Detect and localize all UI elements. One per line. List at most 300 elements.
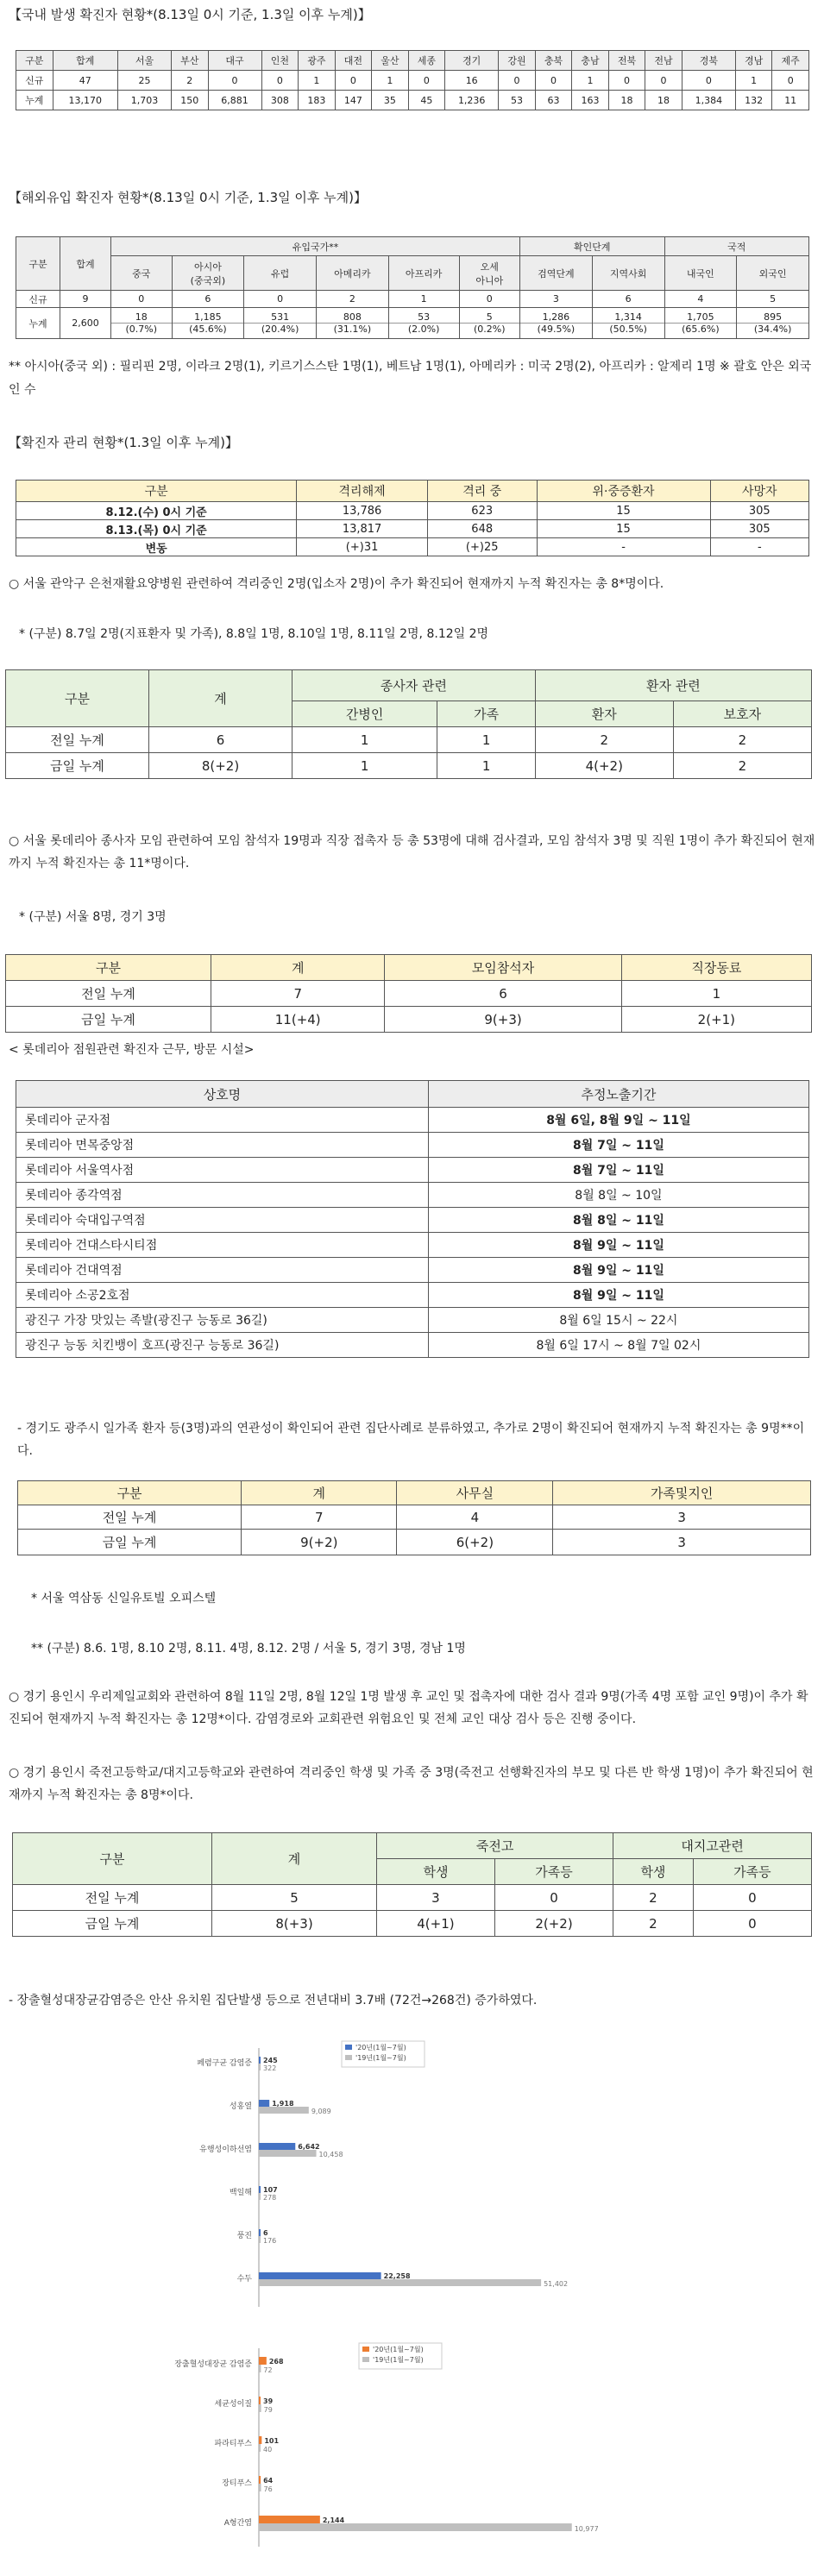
table-cell: 2	[673, 727, 811, 753]
table-cell: 11(+4)	[211, 1007, 385, 1033]
table-cell: 0	[608, 71, 645, 91]
table-cell: 0	[459, 291, 520, 308]
table-cell: 8.13.(목) 0시 기준	[16, 520, 297, 538]
exposure-period: 8월 9일 ~ 11일	[428, 1283, 808, 1308]
bar-2019	[259, 2484, 261, 2491]
cell-percent: (0.2%)	[460, 323, 520, 335]
bar-2019	[259, 2523, 572, 2531]
table-cell: 1	[292, 727, 437, 753]
table-cell: 9	[60, 291, 111, 308]
exposure-period: 8월 8일 ~ 11일	[428, 1208, 808, 1233]
data-label: 22,258	[383, 2272, 411, 2280]
table-cell: 4	[664, 291, 737, 308]
cell-percent: (34.4%)	[737, 323, 808, 335]
hospital-note: * (구분) 8.7일 2명(지표환자 및 가족), 8.8일 1명, 8.10일 1명, 8.11일 2명, 8.12일 2명	[19, 627, 489, 641]
table-cell: 0	[335, 71, 372, 91]
exposure-period: 8월 9일 ~ 11일	[428, 1233, 808, 1258]
bar-2020	[259, 2186, 261, 2193]
places-table	[16, 1080, 809, 1358]
table-cell: 16	[445, 71, 499, 91]
table-row	[16, 1233, 809, 1258]
data-label: 76	[263, 2485, 273, 2493]
cell-percent: (50.5%)	[593, 323, 664, 335]
table-row	[16, 1308, 809, 1333]
table-cell: 305	[710, 520, 808, 538]
table-cell: 1	[437, 753, 536, 779]
school-table	[12, 1832, 812, 1937]
table-cell: 15	[537, 520, 710, 538]
table-cell: 0	[645, 71, 682, 91]
data-label: 64	[263, 2477, 274, 2485]
exposure-period: 8월 7일 ~ 11일	[428, 1133, 808, 1158]
table-cell: 6	[149, 727, 292, 753]
header-cell: 격리해제	[297, 481, 428, 502]
table-cell	[592, 308, 664, 339]
header-cell: 가족	[437, 701, 536, 727]
table-row	[16, 1258, 809, 1283]
table-cell: 2(+1)	[621, 1007, 811, 1033]
header-cell: 광주	[299, 51, 336, 71]
bar-2020	[259, 2436, 261, 2444]
table-cell: 1,236	[445, 91, 499, 110]
cell-value: 895	[764, 311, 783, 323]
table-cell	[244, 308, 317, 339]
table-cell: 2	[613, 1911, 694, 1937]
header-cell: 아프리카	[388, 256, 459, 291]
header-cell: 대구	[208, 51, 261, 71]
table-cell: 13,786	[297, 502, 428, 520]
category-label: 세균성이질	[214, 2400, 252, 2409]
table-cell: 금일 누계	[6, 753, 149, 779]
bar-2020	[259, 2397, 261, 2404]
data-label: 268	[268, 2358, 284, 2366]
table-cell: 6(+2)	[397, 1530, 553, 1555]
lotteria-paragraph: ○ 서울 롯데리아 종사자 모임 관련하여 모임 참석자 19명과 직장 접촉자 등 총 53명에 대해 검사결과, 모임 참석자 3명 및 직원 1명이 추가 확진되어 현재까지 누적 확진자는 총 11*명이다.	[9, 834, 815, 870]
h-b: 대지고관련	[613, 1833, 812, 1859]
header-cell: 합계	[53, 51, 117, 71]
bar-2019	[259, 2444, 261, 2452]
table-row	[16, 1133, 809, 1158]
h-patient: 환자 관련	[535, 670, 811, 701]
table-cell	[459, 308, 520, 339]
header-cell: 구분	[16, 481, 297, 502]
place-name: 롯데리아 건대역점	[16, 1258, 429, 1283]
legend-swatch	[362, 2347, 369, 2352]
table-cell: 2(+2)	[494, 1911, 613, 1937]
table-row	[16, 1283, 809, 1308]
data-label: 322	[263, 2064, 277, 2072]
category-label: 페렴구균 감염증	[197, 2059, 252, 2068]
bar-2020	[259, 2272, 381, 2279]
gwangju-paragraph: - 경기도 광주시 일가족 환자 등(3명)과의 연관성이 확인되어 관련 집단사례로 분류하였고, 추가로 2명이 확진되어 현재까지 누적 확진자는 총 9명**이다.	[17, 1422, 805, 1458]
table-cell: 1,384	[682, 91, 735, 110]
bar-2019	[259, 2279, 541, 2286]
table-cell: 9(+2)	[242, 1530, 397, 1555]
header-cell: 부산	[172, 51, 209, 71]
row-label: 누계	[16, 308, 60, 339]
row-label: 신규	[16, 291, 60, 308]
table-cell	[737, 308, 809, 339]
legend-label: '19년(1월~7월)	[373, 2356, 424, 2364]
table-cell: 전일 누계	[6, 981, 211, 1007]
header-cell: 서울	[117, 51, 171, 71]
data-label: 6,642	[298, 2143, 320, 2151]
hospital-table	[5, 669, 812, 779]
place-name: 롯데리아 서울역사점	[16, 1158, 429, 1183]
legend-label: '19년(1월~7월)	[355, 2054, 406, 2062]
table-cell: 0	[772, 71, 809, 91]
header-cell: 중국	[111, 256, 173, 291]
table-cell: 18	[608, 91, 645, 110]
overseas-title: 【해외유입 확진자 현황*(8.13일 0시 기준, 1.3일 이후 누계)】	[9, 190, 367, 205]
table-cell: 8.12.(수) 0시 기준	[16, 502, 297, 520]
table-cell: 0	[208, 71, 261, 91]
table-cell: 0	[682, 71, 735, 91]
table-cell: 4(+2)	[535, 753, 673, 779]
header-cell: 전남	[645, 51, 682, 71]
table-cell	[111, 308, 173, 339]
table-cell: -	[537, 538, 710, 556]
table-cell: 1	[572, 71, 609, 91]
header-cell: 구분	[16, 51, 53, 71]
table-cell	[316, 308, 388, 339]
table-cell: 4	[397, 1505, 553, 1530]
header-cell: 위·중증환자	[537, 481, 710, 502]
table-cell: 47	[53, 71, 117, 91]
data-label: 2,144	[322, 2516, 345, 2524]
table-cell: 53	[499, 91, 536, 110]
table-cell: 6,881	[208, 91, 261, 110]
header-cell: 아시아 (중국외)	[172, 256, 244, 291]
table-cell: (+)25	[427, 538, 537, 556]
lotteria-caption: < 롯데리아 점원관련 확진자 근무, 방문 시설>	[9, 1043, 255, 1057]
cell-percent: (20.4%)	[244, 323, 316, 335]
table-cell: 45	[408, 91, 445, 110]
school-paragraph: ○ 경기 용인시 죽전고등학교/대지고등학교와 관련하여 격리중인 학생 및 가족 중 3명(죽전고 선행확진자의 부모 및 다른 반 학생 1명)이 추가 확진되어 현재까지 누적 확진자는 총 8명*이다.	[9, 1766, 814, 1802]
exposure-period: 8월 7일 ~ 11일	[428, 1158, 808, 1183]
table-cell: 3	[553, 1530, 811, 1555]
place-name: 롯데리아 군자점	[16, 1108, 429, 1133]
data-label: 278	[263, 2194, 277, 2202]
place-name: 롯데리아 소공2호점	[16, 1283, 429, 1308]
h-inflow: 유입국가**	[111, 237, 520, 256]
h-gubun: 구분	[16, 237, 60, 291]
legend-swatch	[345, 2045, 352, 2050]
table-cell: 1	[372, 71, 409, 91]
header-cell: 간병인	[292, 701, 437, 727]
header-cell: 추정노출기간	[428, 1081, 808, 1108]
table-cell	[664, 308, 737, 339]
cell-value: 18	[135, 311, 148, 323]
header-cell: 오세 아니아	[459, 256, 520, 291]
data-label: 51,402	[544, 2280, 569, 2288]
table-cell: 2	[613, 1885, 694, 1911]
header-cell: 격리 중	[427, 481, 537, 502]
header-cell: 학생	[613, 1859, 694, 1885]
bar-2019	[259, 2404, 261, 2412]
table-row	[16, 1108, 809, 1133]
cell-value: 53	[418, 311, 431, 323]
table-cell	[388, 308, 459, 339]
hospital-paragraph: ○ 서울 관악구 은천재활요양병원 관련하여 격리중인 2명(입소자 2명)이 추가 확진되어 현재까지 누적 확진자는 총 8*명이다.	[9, 577, 664, 591]
table-cell: 183	[299, 91, 336, 110]
category-label: 유행성이하선염	[199, 2146, 252, 2154]
header-cell: 지역사회	[592, 256, 664, 291]
management-title: 【확진자 관리 현황*(1.3일 이후 누계)】	[9, 435, 239, 450]
table-cell: 6	[592, 291, 664, 308]
cell-value: 808	[343, 311, 362, 323]
data-label: 176	[263, 2237, 277, 2245]
data-label: 79	[263, 2406, 273, 2414]
table-cell: 7	[242, 1505, 397, 1530]
place-name: 롯데리아 숙대입구역점	[16, 1208, 429, 1233]
header-cell: 직장동료	[621, 955, 811, 981]
category-label: A형간염	[223, 2519, 252, 2528]
table-cell: 신규	[16, 71, 53, 91]
table-cell: 147	[335, 91, 372, 110]
table-cell: -	[710, 538, 808, 556]
table-cell	[172, 308, 244, 339]
table-cell: 150	[172, 91, 209, 110]
table-cell: 1	[621, 981, 811, 1007]
table-cell: 전일 누계	[18, 1505, 242, 1530]
overseas-note: ** 아시아(중국 외) : 필리핀 2명, 이라크 2명(1), 키르기스스탄 1명(1), 베트남 1명(1), 아메리카 : 미국 2명(2), 아프리카 : 알제리 1명 ※ 괄호 안은 외국인 수	[9, 360, 812, 397]
header-cell: 내국인	[664, 256, 737, 291]
bar-2019	[259, 2064, 261, 2070]
office-note: * 서울 역삼동 신일유토빌 오피스텔	[31, 1592, 217, 1605]
place-name: 롯데리아 면목중앙점	[16, 1133, 429, 1158]
table-cell: 8(+2)	[149, 753, 292, 779]
table-cell: 0	[693, 1911, 811, 1937]
h-staff: 종사자 관련	[292, 670, 536, 701]
category-label: 백일해	[229, 2189, 252, 2197]
h-total: 계	[149, 670, 292, 727]
table-cell: 15	[537, 502, 710, 520]
table-cell: 18	[645, 91, 682, 110]
table-cell: 648	[427, 520, 537, 538]
bar-2019	[259, 2365, 261, 2372]
category-label: 풍진	[236, 2232, 252, 2240]
table-cell: 2	[172, 71, 209, 91]
table-cell: 623	[427, 502, 537, 520]
table-row	[16, 1183, 809, 1208]
header-cell: 아메리카	[316, 256, 388, 291]
table-cell: 63	[535, 91, 572, 110]
data-label: 6	[263, 2229, 268, 2237]
cell-percent: (49.5%)	[520, 323, 592, 335]
cell-value: 1,314	[614, 311, 642, 323]
table-cell: 2	[535, 727, 673, 753]
bar-2020	[259, 2057, 261, 2064]
cell-value: 5	[486, 311, 493, 323]
lotteria-note: * (구분) 서울 8명, 경기 3명	[19, 910, 167, 924]
legend-label: '20년(1월~7월)	[355, 2044, 406, 2051]
table-cell: 0	[111, 291, 173, 308]
header-cell: 검역단계	[520, 256, 593, 291]
header-cell: 전북	[608, 51, 645, 71]
table-cell	[520, 308, 593, 339]
header-cell: 경남	[735, 51, 772, 71]
h-gubun: 구분	[13, 1833, 212, 1885]
place-name: 롯데리아 건대스타시티점	[16, 1233, 429, 1258]
table-cell: 35	[372, 91, 409, 110]
table-cell: 3	[520, 291, 593, 308]
h-total: 합계	[60, 237, 111, 291]
h-a: 죽전고	[377, 1833, 613, 1859]
header-cell: 충북	[535, 51, 572, 71]
data-label: 10,977	[574, 2525, 599, 2533]
data-label: 245	[263, 2057, 278, 2064]
header-cell: 대전	[335, 51, 372, 71]
ehec-paragraph: - 장출혈성대장균감염증은 안산 유치원 집단발생 등으로 전년대비 3.7배 (72건→268건) 증가하였다.	[9, 1994, 538, 2007]
table-cell: 25	[117, 71, 171, 91]
table-cell: 11	[772, 91, 809, 110]
header-cell: 제주	[772, 51, 809, 71]
table-cell: 7	[211, 981, 385, 1007]
data-label: 107	[263, 2186, 278, 2194]
header-cell: 환자	[535, 701, 673, 727]
domestic-title: 【국내 발생 확진자 현황*(8.13일 0시 기준, 1.3일 이후 누계)】	[9, 7, 371, 22]
table-cell: 1	[735, 71, 772, 91]
header-cell: 구분	[6, 955, 211, 981]
category-label: 장출혈성대장균 감염증	[174, 2360, 252, 2369]
bar-2020	[259, 2476, 261, 2484]
header-cell: 모임참석자	[385, 955, 621, 981]
table-cell: 1	[388, 291, 459, 308]
table-cell: 금일 누계	[13, 1911, 212, 1937]
table-cell: 0	[244, 291, 317, 308]
data-label: 1,918	[272, 2100, 294, 2108]
vaccine-disease-chart	[173, 2033, 621, 2326]
bar-2019	[259, 2193, 261, 2200]
bar-2020	[259, 2100, 269, 2107]
data-label: 40	[263, 2446, 273, 2453]
cell-percent: (31.1%)	[317, 323, 388, 335]
table-cell: 1,703	[117, 91, 171, 110]
header-cell: 상호명	[16, 1081, 429, 1108]
table-cell: 163	[572, 91, 609, 110]
table-cell: 2	[316, 291, 388, 308]
table-cell: 5	[737, 291, 809, 308]
table-cell: (+)31	[297, 538, 428, 556]
table-cell: 전일 누계	[13, 1885, 212, 1911]
lotteria-table	[5, 954, 812, 1033]
header-cell: 세종	[408, 51, 445, 71]
place-name: 광진구 능동 치킨뱅이 호프(광진구 능동로 36길)	[16, 1333, 429, 1358]
church-paragraph: ○ 경기 용인시 우리제일교회와 관련하여 8월 11일 2명, 8월 12일 1명 발생 후 교인 및 접촉자에 대한 검사 결과 9명(가족 4명 포함 교인 9명)이 추가 확진되어 현재까지 누적 확진자는 총 12명*이다. 감염경로와 교회관련 위험요인 및 전체 교인 대상 검사 등은 진행 중이다.	[9, 1690, 808, 1726]
table-cell: 전일 누계	[6, 727, 149, 753]
legend-swatch	[362, 2357, 369, 2362]
header-cell: 유럽	[244, 256, 317, 291]
header-cell: 가족및지인	[553, 1481, 811, 1505]
table-cell: 4(+1)	[377, 1911, 495, 1937]
bar-2020	[259, 2516, 320, 2523]
table-cell: 0	[408, 71, 445, 91]
data-label: 101	[264, 2437, 280, 2445]
header-cell: 구분	[18, 1481, 242, 1505]
table-cell: 0	[499, 71, 536, 91]
exposure-period: 8월 6일, 8월 9일 ~ 11일	[428, 1108, 808, 1133]
category-label: 장티푸스	[222, 2479, 252, 2488]
cell-value: 1,705	[687, 311, 714, 323]
header-cell: 경기	[445, 51, 499, 71]
waterborne-disease-chart	[173, 2334, 621, 2567]
table-cell: 13,817	[297, 520, 428, 538]
data-label: 72	[263, 2366, 273, 2374]
table-row	[16, 1158, 809, 1183]
table-cell: 308	[261, 91, 299, 110]
exposure-period: 8월 6일 15시 ~ 22시	[428, 1308, 808, 1333]
header-cell: 가족등	[494, 1859, 613, 1885]
header-cell: 학생	[377, 1859, 495, 1885]
header-cell: 인천	[261, 51, 299, 71]
header-cell: 사무실	[397, 1481, 553, 1505]
table-cell: 0	[693, 1885, 811, 1911]
h-nation: 국적	[664, 237, 809, 256]
cell-percent: (2.0%)	[389, 323, 459, 335]
h-confirm: 확인단계	[520, 237, 664, 256]
category-label: 수두	[236, 2275, 252, 2284]
legend-swatch	[345, 2055, 352, 2060]
domestic-table	[16, 50, 809, 110]
legend-label: '20년(1월~7월)	[373, 2346, 424, 2353]
cell-percent: (45.6%)	[173, 323, 244, 335]
header-cell: 계	[211, 955, 385, 981]
table-cell: 0	[535, 71, 572, 91]
gwangju-table	[17, 1480, 811, 1555]
table-cell: 누계	[16, 91, 53, 110]
header-cell: 충남	[572, 51, 609, 71]
data-label: 10,458	[318, 2151, 343, 2158]
exposure-period: 8월 6일 17시 ~ 8월 7일 02시	[428, 1333, 808, 1358]
table-cell: 132	[735, 91, 772, 110]
gwangju-note: ** (구분) 8.6. 1명, 8.10 2명, 8.11. 4명, 8.12. 2명 / 서울 5, 경기 3명, 경남 1명	[31, 1642, 466, 1656]
exposure-period: 8월 8일 ~ 10일	[428, 1183, 808, 1208]
bar-2019	[259, 2107, 309, 2114]
cell-value: 1,286	[542, 311, 570, 323]
table-cell: 금일 누계	[18, 1530, 242, 1555]
cell-value: 1,185	[194, 311, 222, 323]
category-label: 성홍열	[229, 2102, 252, 2111]
bar-2019	[259, 2236, 261, 2243]
table-cell: 변동	[16, 538, 297, 556]
table-cell: 305	[710, 502, 808, 520]
header-cell: 가족등	[693, 1859, 811, 1885]
place-name: 롯데리아 종각역점	[16, 1183, 429, 1208]
table-cell: 0	[494, 1885, 613, 1911]
cell-percent: (65.6%)	[665, 323, 737, 335]
data-label: 9,089	[311, 2108, 331, 2115]
table-cell: 3	[377, 1885, 495, 1911]
bar-2020	[259, 2229, 261, 2236]
h-gubun: 구분	[6, 670, 149, 727]
table-cell: 6	[385, 981, 621, 1007]
table-cell: 0	[261, 71, 299, 91]
header-cell: 사망자	[710, 481, 808, 502]
bar-2020	[259, 2143, 295, 2150]
h-total: 계	[212, 1833, 377, 1885]
data-label: 39	[263, 2397, 274, 2405]
header-cell: 울산	[372, 51, 409, 71]
header-cell: 강원	[499, 51, 536, 71]
management-table	[16, 480, 809, 556]
overseas-table	[16, 236, 809, 339]
table-cell: 1	[292, 753, 437, 779]
table-cell: 2,600	[60, 308, 111, 339]
table-cell: 3	[553, 1505, 811, 1530]
header-cell: 보호자	[673, 701, 811, 727]
header-cell: 계	[242, 1481, 397, 1505]
